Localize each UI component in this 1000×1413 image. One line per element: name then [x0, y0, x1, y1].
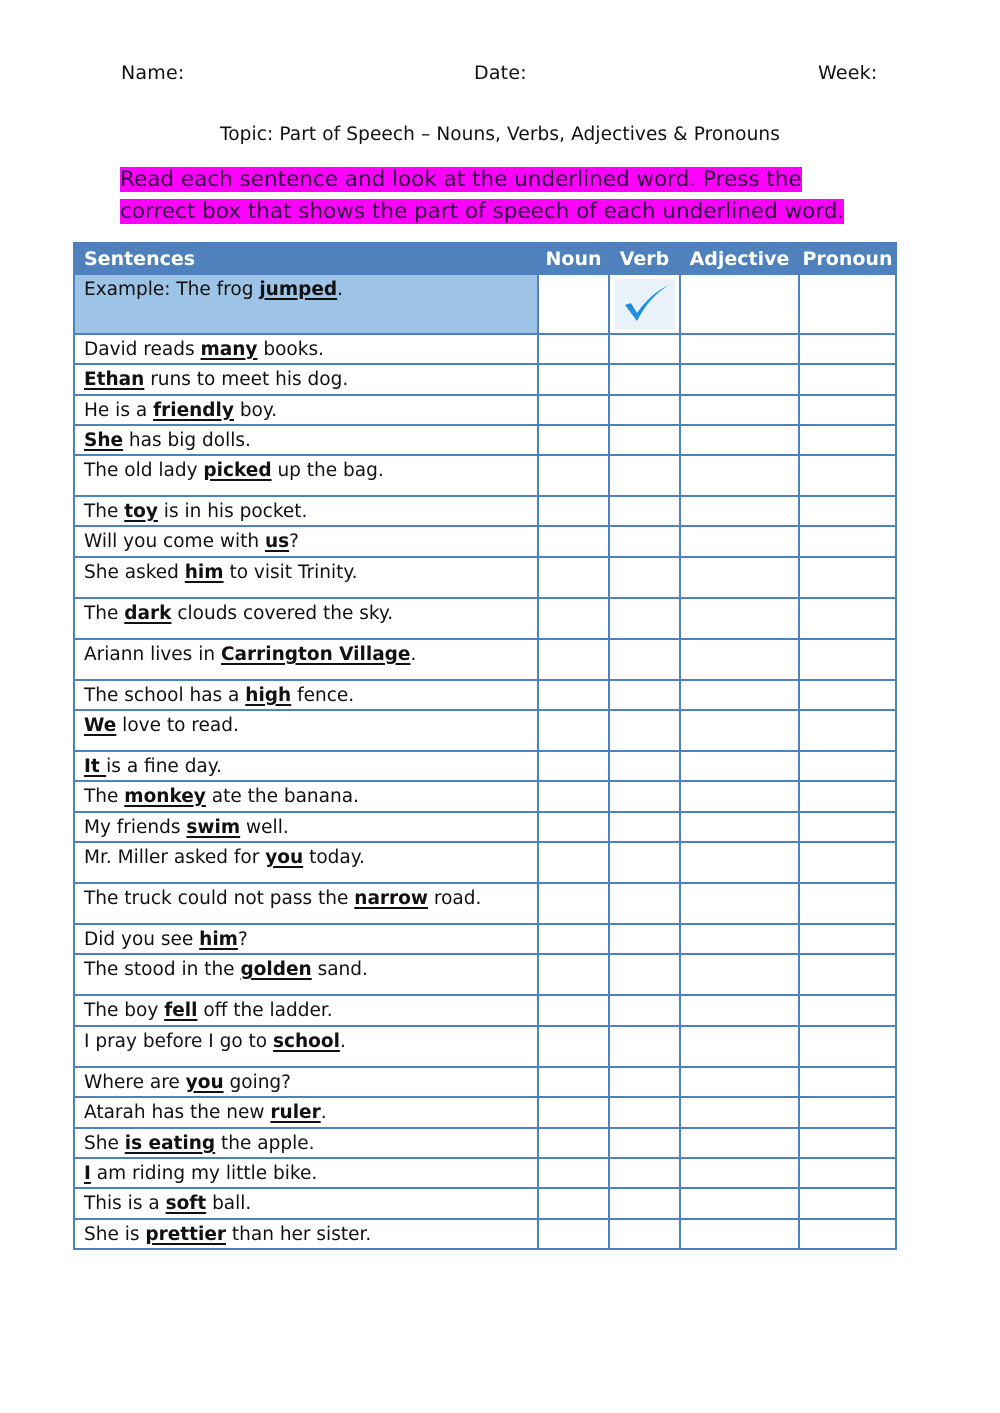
week-label: Week:: [818, 62, 878, 84]
verb-answer-box[interactable]: [609, 1219, 680, 1249]
sentence-cell: [74, 1097, 538, 1128]
sentence-post: has big dolls.: [123, 430, 251, 451]
table-row: [74, 812, 896, 842]
pronoun-answer-box[interactable]: [799, 883, 896, 924]
sentence-cell: [74, 883, 538, 924]
underlined-word: swim: [186, 817, 241, 838]
sentence-cell: [74, 954, 538, 995]
sentence-cell: [74, 995, 538, 1026]
underlined-word: us: [264, 531, 290, 552]
verb-answer-box[interactable]: [609, 1067, 680, 1097]
verb-answer-box[interactable]: [609, 1128, 680, 1158]
verb-answer-box[interactable]: [609, 395, 680, 425]
underlined-word: Ethan: [84, 369, 145, 390]
sentence-cell: [74, 455, 538, 496]
header-adjective: Adjective: [680, 243, 799, 274]
adjective-answer-box[interactable]: [680, 455, 799, 496]
adjective-answer-box[interactable]: [680, 395, 799, 425]
example-noun-box[interactable]: [538, 274, 609, 334]
pronoun-answer-box[interactable]: [799, 781, 896, 812]
table-row: [74, 1128, 896, 1158]
pronoun-answer-box[interactable]: [799, 395, 896, 425]
sentence-cell: [74, 1158, 538, 1188]
table-row: [74, 1067, 896, 1097]
sentence-post: ball.: [206, 1193, 252, 1214]
noun-answer-box[interactable]: [538, 1188, 609, 1219]
pronoun-answer-box[interactable]: [799, 334, 896, 364]
verb-answer-box[interactable]: [609, 1026, 680, 1067]
sentence-post: ate the banana.: [205, 786, 359, 807]
adjective-answer-box[interactable]: [680, 1158, 799, 1188]
table-row: [74, 1188, 896, 1219]
adjective-answer-box[interactable]: [680, 1097, 799, 1128]
sentence-pre: I pray before I go to: [84, 1031, 274, 1052]
sentence-cell: [74, 710, 538, 751]
verb-answer-box[interactable]: [609, 842, 680, 883]
adjective-answer-box[interactable]: [680, 1188, 799, 1219]
noun-answer-box[interactable]: [538, 883, 609, 924]
noun-answer-box[interactable]: [538, 496, 609, 526]
sentence-pre: Ariann lives in: [84, 644, 221, 665]
verb-answer-box[interactable]: [609, 334, 680, 364]
noun-answer-box[interactable]: [538, 842, 609, 883]
verb-answer-box[interactable]: [609, 751, 680, 781]
sentence-cell: [74, 1128, 538, 1158]
adjective-answer-box[interactable]: [680, 842, 799, 883]
verb-answer-box[interactable]: [609, 1188, 680, 1219]
adjective-answer-box[interactable]: [680, 364, 799, 395]
table-row: [74, 883, 896, 924]
sentence-post: up the bag.: [271, 460, 384, 481]
sentence-cell: [74, 395, 538, 425]
table-row: [74, 526, 896, 557]
sentence-post: ?: [237, 929, 248, 950]
header-noun: Noun: [538, 243, 609, 274]
sentence-pre: The school has a: [84, 685, 246, 706]
verb-answer-box[interactable]: [609, 526, 680, 557]
noun-answer-box[interactable]: [538, 1128, 609, 1158]
table-row: [74, 842, 896, 883]
noun-answer-box[interactable]: [538, 1026, 609, 1067]
underlined-word: high: [245, 685, 292, 706]
underlined-word: prettier: [145, 1224, 227, 1245]
pronoun-answer-box[interactable]: [799, 639, 896, 680]
pronoun-answer-box[interactable]: [799, 1219, 896, 1249]
sentence-pre: My friends: [84, 817, 187, 838]
sentence-post: going?: [223, 1072, 291, 1093]
example-adjective-box[interactable]: [680, 274, 799, 334]
adjective-answer-box[interactable]: [680, 334, 799, 364]
underlined-word: ruler: [270, 1102, 321, 1123]
pronoun-answer-box[interactable]: [799, 1188, 896, 1219]
table-row: [74, 1219, 896, 1249]
adjective-answer-box[interactable]: [680, 680, 799, 710]
sentence-post: to visit Trinity.: [223, 562, 358, 583]
adjective-answer-box[interactable]: [680, 639, 799, 680]
sentence-cell: [74, 751, 538, 781]
sentence-post: the apple.: [215, 1133, 315, 1154]
sentence-post: love to read.: [116, 715, 239, 736]
header-row: [74, 243, 896, 274]
sentence-cell: [74, 680, 538, 710]
pronoun-answer-box[interactable]: [799, 598, 896, 639]
verb-answer-box[interactable]: [609, 680, 680, 710]
noun-answer-box[interactable]: [538, 455, 609, 496]
sentence-pre: The stood in the: [84, 959, 241, 980]
sentence-post: .: [339, 1031, 346, 1052]
table-row: [74, 496, 896, 526]
topic-title: Topic: Part of Speech – Nouns, Verbs, Adjectives & Pronouns: [220, 124, 780, 145]
table-row: [74, 924, 896, 954]
sentence-post: ?: [289, 531, 299, 552]
noun-answer-box[interactable]: [538, 1158, 609, 1188]
example-sentence: [74, 274, 538, 334]
noun-answer-box[interactable]: [538, 1219, 609, 1249]
underlined-word: I: [84, 1163, 91, 1184]
table-row: [74, 334, 896, 364]
adjective-answer-box[interactable]: [680, 1067, 799, 1097]
pronoun-answer-box[interactable]: [799, 557, 896, 598]
underlined-word: jumped: [259, 279, 338, 300]
noun-answer-box[interactable]: [538, 995, 609, 1026]
noun-answer-box[interactable]: [538, 598, 609, 639]
underlined-word: soft: [165, 1193, 207, 1214]
verb-answer-box[interactable]: [609, 710, 680, 751]
underlined-word: We: [84, 715, 117, 736]
sentence-pre: He is a: [84, 400, 154, 421]
verb-answer-box[interactable]: [609, 924, 680, 954]
sentence-post: is a fine day.: [106, 756, 222, 777]
sentence-post: .: [320, 1102, 327, 1123]
underlined-word: you: [185, 1072, 224, 1093]
example-pronoun-box[interactable]: [799, 274, 896, 334]
verb-answer-box[interactable]: [609, 598, 680, 639]
name-label: Name:: [121, 62, 185, 84]
adjective-answer-box[interactable]: [680, 598, 799, 639]
sentence-post: sand.: [311, 959, 368, 980]
table-row: [74, 680, 896, 710]
pronoun-answer-box[interactable]: [799, 680, 896, 710]
sentence-cell: [74, 496, 538, 526]
adjective-answer-box[interactable]: [680, 1128, 799, 1158]
sentence-cell: [74, 557, 538, 598]
noun-answer-box[interactable]: [538, 526, 609, 557]
underlined-word: monkey: [124, 786, 206, 807]
verb-answer-box[interactable]: [609, 364, 680, 395]
sentence-pre: The old lady: [84, 460, 204, 481]
underlined-word: many: [200, 339, 258, 360]
verb-answer-box[interactable]: [609, 496, 680, 526]
instruction-text: Read each sentence and look at the underlined word. Press the correct box that shows the part of speech of each underlined word.: [120, 167, 845, 224]
example-verb-box[interactable]: [609, 274, 680, 334]
verb-answer-box[interactable]: [609, 954, 680, 995]
adjective-answer-box[interactable]: [680, 526, 799, 557]
noun-answer-box[interactable]: [538, 364, 609, 395]
example-row: [74, 274, 896, 334]
underlined-word: Carrington Village: [220, 644, 411, 665]
adjective-answer-box[interactable]: [680, 425, 799, 455]
sentence-post: today.: [303, 847, 365, 868]
sentence-post: well.: [240, 817, 289, 838]
sentence-post: am riding my little bike.: [90, 1163, 318, 1184]
underlined-word: is eating: [124, 1133, 216, 1154]
header-pronoun: Pronoun: [799, 243, 896, 274]
pronoun-answer-box[interactable]: [799, 1158, 896, 1188]
sentence-pre: Will you come with: [84, 531, 265, 552]
table-row: [74, 455, 896, 496]
sentence-cell: [74, 1188, 538, 1219]
underlined-word: narrow: [354, 888, 428, 909]
adjective-answer-box[interactable]: [680, 710, 799, 751]
noun-answer-box[interactable]: [538, 680, 609, 710]
sentence-pre: Mr. Miller asked for: [84, 847, 266, 868]
table-row: [74, 954, 896, 995]
noun-answer-box[interactable]: [538, 751, 609, 781]
table-row: [74, 395, 896, 425]
sentence-pre: Atarah has the new: [84, 1102, 271, 1123]
noun-answer-box[interactable]: [538, 1097, 609, 1128]
verb-answer-box[interactable]: [609, 1158, 680, 1188]
underlined-word: It: [84, 756, 107, 777]
adjective-answer-box[interactable]: [680, 751, 799, 781]
worksheet-table: [73, 242, 897, 1250]
table-row: [74, 1097, 896, 1128]
underlined-word: fell: [164, 1000, 198, 1021]
sentence-post: fence.: [291, 685, 355, 706]
pronoun-answer-box[interactable]: [799, 1097, 896, 1128]
noun-answer-box[interactable]: [538, 812, 609, 842]
underlined-word: golden: [240, 959, 312, 980]
underlined-word: him: [199, 929, 238, 950]
sentence-cell: [74, 1026, 538, 1067]
sentence-pre: Example: The frog: [84, 279, 260, 300]
pronoun-answer-box[interactable]: [799, 496, 896, 526]
header-sentences: Sentences: [74, 243, 538, 274]
table-row: [74, 995, 896, 1026]
sentence-pre: This is a: [84, 1193, 166, 1214]
sentence-cell: [74, 781, 538, 812]
adjective-answer-box[interactable]: [680, 883, 799, 924]
adjective-answer-box[interactable]: [680, 496, 799, 526]
noun-answer-box[interactable]: [538, 710, 609, 751]
underlined-word: dark: [124, 603, 172, 624]
sentence-cell: [74, 364, 538, 395]
sentence-post: road.: [427, 888, 482, 909]
verb-answer-box[interactable]: [609, 812, 680, 842]
table-row: [74, 557, 896, 598]
header-verb: Verb: [609, 243, 680, 274]
sentence-cell: [74, 334, 538, 364]
pronoun-answer-box[interactable]: [799, 812, 896, 842]
table-row: [74, 1158, 896, 1188]
noun-answer-box[interactable]: [538, 557, 609, 598]
adjective-answer-box[interactable]: [680, 1026, 799, 1067]
pronoun-answer-box[interactable]: [799, 954, 896, 995]
table-row: [74, 781, 896, 812]
instruction: [120, 164, 876, 228]
noun-answer-box[interactable]: [538, 425, 609, 455]
pronoun-answer-box[interactable]: [799, 1067, 896, 1097]
sentence-cell: [74, 639, 538, 680]
pronoun-answer-box[interactable]: [799, 364, 896, 395]
sentence-post: clouds covered the sky.: [171, 603, 394, 624]
sentence-pre: The: [84, 786, 125, 807]
sentence-post: books.: [257, 339, 324, 360]
pronoun-answer-box[interactable]: [799, 1128, 896, 1158]
underlined-word: him: [184, 562, 224, 583]
adjective-answer-box[interactable]: [680, 995, 799, 1026]
sentence-cell: [74, 1067, 538, 1097]
sentence-post: than her sister.: [226, 1224, 372, 1245]
sentence-post: off the ladder.: [197, 1000, 333, 1021]
sentence-post: .: [410, 644, 417, 665]
noun-answer-box[interactable]: [538, 395, 609, 425]
underlined-word: school: [273, 1031, 340, 1052]
underlined-word: friendly: [153, 400, 234, 421]
sentence-post: runs to meet his dog.: [144, 369, 349, 390]
noun-answer-box[interactable]: [538, 954, 609, 995]
sentence-cell: [74, 526, 538, 557]
underlined-word: you: [265, 847, 304, 868]
noun-answer-box[interactable]: [538, 924, 609, 954]
verb-answer-box[interactable]: [609, 425, 680, 455]
noun-answer-box[interactable]: [538, 639, 609, 680]
pronoun-answer-box[interactable]: [799, 924, 896, 954]
sentence-pre: Did you see: [84, 929, 200, 950]
noun-answer-box[interactable]: [538, 334, 609, 364]
pronoun-answer-box[interactable]: [799, 425, 896, 455]
underlined-word: She: [84, 430, 124, 451]
sentence-cell: [74, 812, 538, 842]
verb-answer-box[interactable]: [609, 455, 680, 496]
pronoun-answer-box[interactable]: [799, 1026, 896, 1067]
sentence-pre: The: [84, 501, 125, 522]
pronoun-answer-box[interactable]: [799, 455, 896, 496]
sentence-pre: Where are: [84, 1072, 186, 1093]
pronoun-answer-box[interactable]: [799, 995, 896, 1026]
adjective-answer-box[interactable]: [680, 954, 799, 995]
sentence-post: boy.: [233, 400, 278, 421]
adjective-answer-box[interactable]: [680, 812, 799, 842]
verb-answer-box[interactable]: [609, 781, 680, 812]
table-row: [74, 639, 896, 680]
adjective-answer-box[interactable]: [680, 781, 799, 812]
sentence-cell: [74, 425, 538, 455]
date-label: Date:: [474, 62, 527, 84]
sentence-cell: [74, 924, 538, 954]
table-row: [74, 598, 896, 639]
adjective-answer-box[interactable]: [680, 924, 799, 954]
pronoun-answer-box[interactable]: [799, 751, 896, 781]
table-row: [74, 751, 896, 781]
pronoun-answer-box[interactable]: [799, 842, 896, 883]
pronoun-answer-box[interactable]: [799, 710, 896, 751]
table-row: [74, 364, 896, 395]
sentence-post: is in his pocket.: [157, 501, 308, 522]
table-row: [74, 1026, 896, 1067]
sentence-pre: She is: [84, 1224, 146, 1245]
sentence-pre: David reads: [84, 339, 201, 360]
underlined-word: toy: [124, 501, 158, 522]
sentence-pre: The boy: [84, 1000, 165, 1021]
underlined-word: picked: [203, 460, 272, 481]
sentence-pre: The: [84, 603, 125, 624]
verb-answer-box[interactable]: [609, 557, 680, 598]
verb-answer-box[interactable]: [609, 995, 680, 1026]
noun-answer-box[interactable]: [538, 1067, 609, 1097]
table-row: [74, 425, 896, 455]
sentence-pre: She: [84, 1133, 125, 1154]
verb-answer-box[interactable]: [609, 1097, 680, 1128]
adjective-answer-box[interactable]: [680, 557, 799, 598]
verb-answer-box[interactable]: [609, 639, 680, 680]
sentence-cell: [74, 842, 538, 883]
pronoun-answer-box[interactable]: [799, 526, 896, 557]
noun-answer-box[interactable]: [538, 781, 609, 812]
verb-answer-box[interactable]: [609, 883, 680, 924]
sentence-cell: [74, 1219, 538, 1249]
sentence-pre: She asked: [84, 562, 185, 583]
checkmark-icon: [615, 279, 675, 329]
table-row: [74, 710, 896, 751]
sentence-cell: [74, 598, 538, 639]
sentence-post: .: [337, 279, 344, 300]
sentence-pre: The truck could not pass the: [84, 888, 355, 909]
adjective-answer-box[interactable]: [680, 1219, 799, 1249]
